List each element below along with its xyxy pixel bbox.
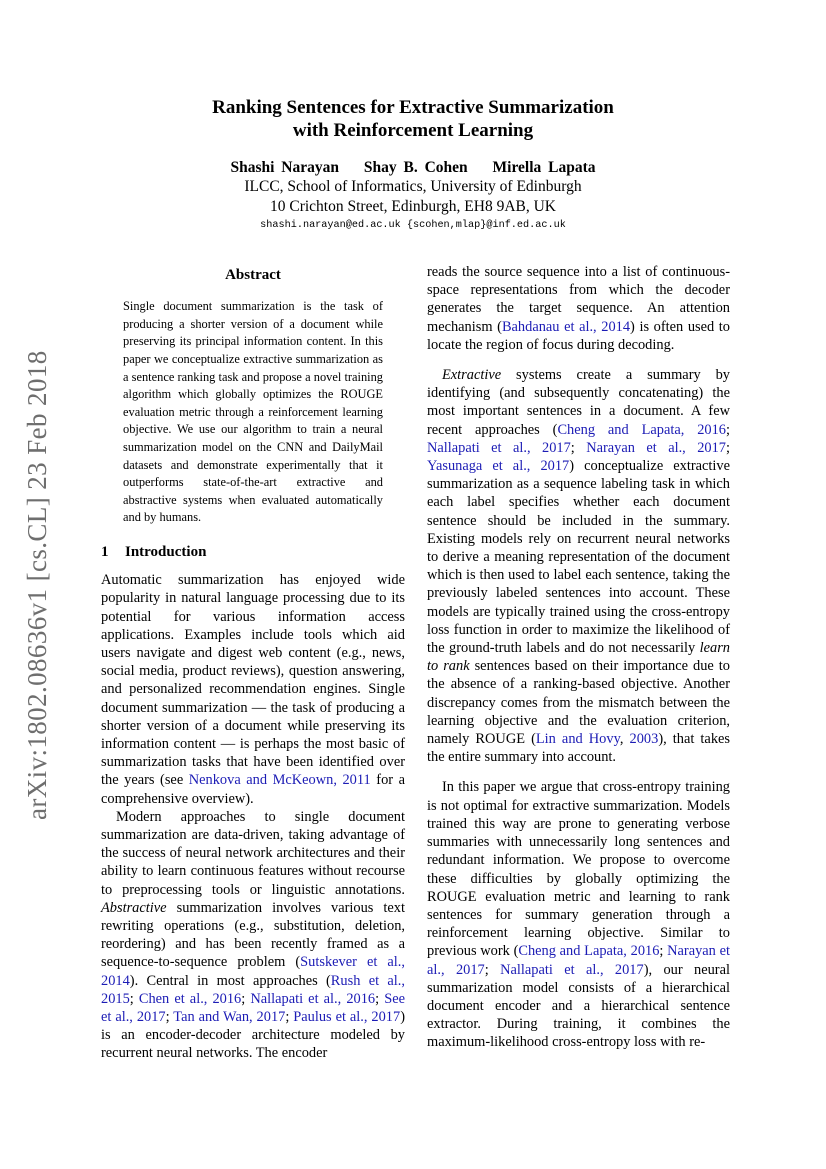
text-run: ) is an encoder-decoder architecture modeled by recurrent neural networks. The encoder bbox=[101, 1009, 405, 1062]
emphasis: Extractive bbox=[442, 367, 502, 384]
text-run: for a comprehensive overview). bbox=[101, 772, 405, 807]
abstract-heading: Abstract bbox=[225, 267, 281, 283]
affiliation-line-1: ILCC, School of Informatics, University of Edinburgh bbox=[244, 178, 582, 195]
section-title: Introduction bbox=[125, 543, 207, 560]
citation-link[interactable]: Yasunaga et al., 2017 bbox=[427, 458, 570, 475]
text-run: ; bbox=[165, 1009, 174, 1025]
text-run: Automatic summarization has enjoyed wide popularity in natural language processing due to its potential for various information access applications. Examples include tools which aid users navigate and digest web content (e.g., news, social media, product reviews), question answering, and personalized recommendation engines. Single document summarization — the task of producing a shorter version of a document while preserving its information content — is perhaps the most basic of summarization tasks that have been identified over the years (see bbox=[101, 572, 405, 789]
text-run: ) is often used to locate the region of focus during decoding. bbox=[427, 318, 730, 353]
citation-link[interactable]: Narayan et al., 2017 bbox=[586, 439, 726, 456]
text-run: systems create a summary by identifying (and subsequently concatenating) the most important sentences in a document. A few recent approaches ( bbox=[427, 367, 730, 438]
arxiv-identifier-stamp: arXiv:1802.08636v1 [cs.CL] 23 Feb 2018 bbox=[22, 350, 52, 820]
citation-link[interactable]: Lin and Hovy bbox=[535, 731, 620, 748]
text-run: ; bbox=[129, 990, 139, 1007]
citation-link[interactable]: Nallapati et al., 2017 bbox=[500, 961, 644, 978]
citation-link[interactable]: Bahdanau et al., 2014 bbox=[501, 318, 631, 335]
author-name: Shashi Narayan bbox=[230, 159, 339, 176]
citation-link[interactable]: Paulus et al., 2017 bbox=[293, 1009, 401, 1025]
text-run: Modern approaches to single document summarization are data-driven, taking advantage of the success of neural network architectures and their ability to learn continuous features without recourse to preprocessing tools or linguistic annotations. bbox=[101, 808, 405, 898]
text-run: sentences based on their importance due to the absence of a ranking-based objective. Another discrepancy comes from the mismatch between the learning objective and the evaluation criterion, namely ROUGE ( bbox=[427, 658, 730, 748]
abstract-text: Single document summarization is the task of producing a shorter version of a document while preserving its principal information content. In this paper we conceptualize extractive summarization as a sentence ranking task and propose a novel training algorithm which globally optimizes the ROUGE evaluation metric through a reinforcement learning objective. We use our algorithm to train a neural summarization model on the CNN and DailyMail datasets and demonstrate experimentally that it outperforms state-of-the-art extractive and abstractive systems when evaluated automatically and by humans. bbox=[123, 299, 383, 525]
author-name: Shay B. Cohen bbox=[363, 159, 468, 176]
text-run: ; bbox=[659, 943, 668, 960]
text-run: ; bbox=[726, 439, 730, 456]
title-line-2: with Reinforcement Learning bbox=[292, 120, 534, 141]
citation-link[interactable]: Nenkova and McKeown, 2011 bbox=[188, 772, 371, 789]
text-run: ; bbox=[285, 1009, 294, 1025]
text-run: reads the source sequence into a list of continuous-space representations from which the decoder generates the target sequence. An attention mechanism ( bbox=[427, 264, 730, 335]
author-name: Mirella Lapata bbox=[492, 159, 596, 176]
text-run: , bbox=[619, 731, 630, 748]
paragraph bbox=[427, 263, 730, 354]
paragraph bbox=[427, 366, 730, 766]
author-list bbox=[0, 158, 826, 178]
text-run: ). Central in most approaches ( bbox=[129, 972, 331, 989]
citation-link[interactable]: Nallapati et al., 2017 bbox=[427, 439, 571, 456]
citation-link[interactable]: Rush et al., 2015 bbox=[101, 972, 405, 1007]
affiliation bbox=[0, 177, 826, 216]
emphasis: Abstractive bbox=[101, 899, 167, 916]
section-number: 1 bbox=[101, 543, 109, 560]
citation-link[interactable]: See et al., 2017 bbox=[101, 990, 405, 1025]
emphasis: learn to rank bbox=[427, 640, 730, 675]
citation-link[interactable]: Nallapati et al., 2016 bbox=[250, 990, 376, 1007]
paragraph bbox=[101, 808, 405, 1063]
text-run: ) conceptualize extractive summarization as a sequence labeling task in which each label specifies whether each document sentence should be included in the summary. Existing models rely on recurrent neural networks to derive a meaning representation of the document which is then used to label each sentence, taking the previously labeled sentences into account. These models are typically trained using the cross-entropy loss function in order to maximize the likelihood of the ground-truth labels and do not necessarily bbox=[427, 458, 730, 657]
section-heading bbox=[101, 543, 405, 561]
text-run: In this paper we argue that cross-entropy training is not optimal for extractive summarization. Models trained this way are prone to generating verbose summaries with unnecessarily long sentences and redundant information. We propose to overcome these difficulties by globally optimizing the ROUGE evaluation metric and learning to rank sentences for summary generation through a reinforcement learning objective. Similar to previous work ( bbox=[427, 779, 730, 960]
affiliation-line-2: 10 Crichton Street, Edinburgh, EH8 9AB, UK bbox=[269, 197, 556, 215]
text-run: ; bbox=[484, 961, 501, 978]
author-emails: shashi.narayan@ed.ac.uk {scohen,mlap}@inf.ed.ac.uk bbox=[260, 220, 566, 231]
text-run: ; bbox=[570, 439, 587, 456]
text-run: ; bbox=[726, 421, 731, 438]
text-run: ), that takes the entire summary into account. bbox=[427, 731, 731, 766]
citation-link[interactable]: Sutskever et al., 2014 bbox=[101, 954, 405, 989]
paragraph bbox=[427, 778, 730, 1051]
citation-link[interactable]: Cheng and Lapata, 2016 bbox=[557, 421, 727, 438]
text-run: ; bbox=[241, 990, 251, 1007]
citation-link[interactable]: Cheng and Lapata, 2016 bbox=[518, 943, 660, 960]
text-run: summarization involves various text rewriting operations (e.g., substitution, deletion, reordering) and has been recently framed as a sequence-to-sequence problem ( bbox=[101, 899, 405, 971]
left-column bbox=[101, 263, 405, 1063]
right-column bbox=[427, 263, 730, 1052]
citation-link[interactable]: Chen et al., 2016 bbox=[138, 990, 242, 1007]
title-line-1: Ranking Sentences for Extractive Summarization bbox=[212, 97, 614, 118]
paper-title bbox=[0, 96, 826, 142]
citation-link[interactable]: Narayan et al., 2017 bbox=[427, 943, 730, 978]
paragraph bbox=[101, 571, 405, 808]
citation-link[interactable]: 2003 bbox=[629, 731, 659, 748]
text-run: ), our neural summarization model consists of a hierarchical document encoder and a hierarchical sentence extractor. During training, it combines the maximum-likelihood cross-entropy loss with re- bbox=[427, 961, 730, 1051]
citation-link[interactable]: Tan and Wan, 2017 bbox=[173, 1009, 286, 1025]
text-run: ; bbox=[375, 990, 385, 1007]
